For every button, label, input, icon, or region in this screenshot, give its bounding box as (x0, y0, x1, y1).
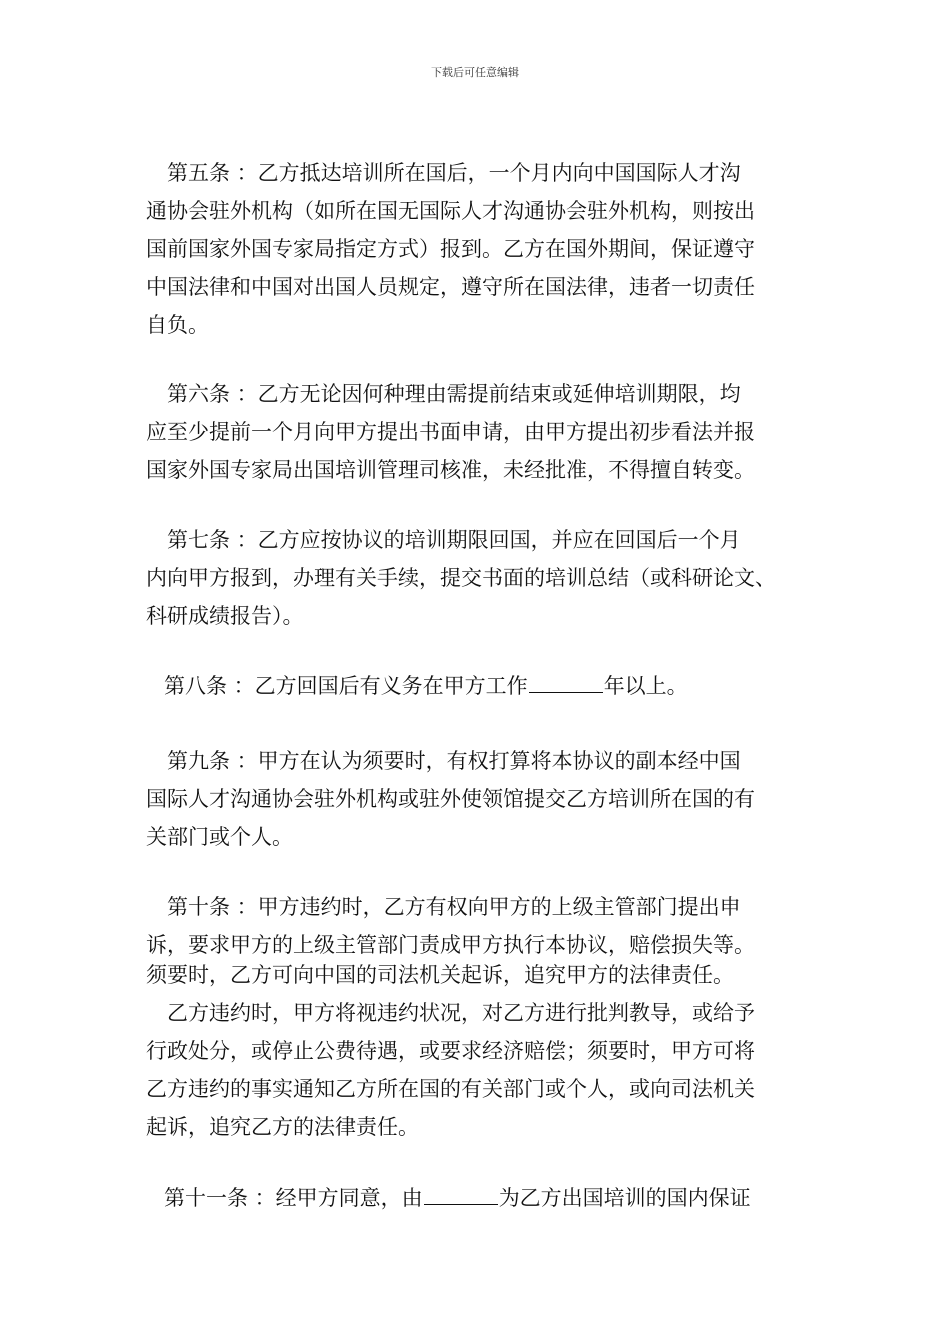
article-7-line-3: 科研成绩报告）。 (146, 604, 304, 628)
article-11-blank-guarantor (424, 1184, 498, 1205)
article-5-line-4: 中国法律和中国对出国人员规定，遵守所在国法律，违者一切责任 (146, 275, 755, 299)
article-11-line-1 (164, 1183, 751, 1213)
article-8-line-1 (164, 671, 688, 701)
page-header-note: 下载后可任意编辑 (431, 66, 519, 79)
article-10-line-3: 须要时，乙方可向中国的司法机关起诉，追究甲方的法律责任。 (146, 963, 734, 987)
article-9-line-2: 国际人才沟通协会驻外机构或驻外使领馆提交乙方培训所在国的有 (146, 787, 755, 811)
article-9-line-3: 关部门或个人。 (146, 825, 293, 849)
article-8-text-post: 年以上。 (603, 674, 688, 698)
article-7-line-2: 内向甲方报到，办理有关手续，提交书面的培训总结（或科研论文、 (146, 566, 776, 590)
article-6-line-2: 应至少提前一个月向甲方提出书面申请，由甲方提出初步看法并报 (146, 420, 755, 444)
article-9-line-1: 第九条 ：甲方在认为须要时，有权打算将本协议的副本经中国 (167, 749, 741, 773)
article-10-line-2: 诉，要求甲方的上级主管部门责成甲方执行本协议，赔偿损失等。 (146, 933, 755, 957)
article-6-line-3: 国家外国专家局出国培训管理司核准，未经批准，不得擅自转变。 (146, 458, 755, 482)
article-7-line-1: 第七条 ：乙方应按协议的培训期限回国，并应在回国后一个月 (167, 528, 741, 552)
article-10-para2-line-1: 乙方违约时，甲方将视违约状况，对乙方进行批判教导，或给予 (167, 1001, 755, 1025)
article-10-line-1: 第十条 ：甲方违约时，乙方有权向甲方的上级主管部门提出申 (167, 895, 741, 919)
article-10-para2-line-2: 行政处分，或停止公费待遇，或要求经济赔偿；须要时，甲方可将 (146, 1039, 755, 1063)
article-5-line-1: 第五条 ：乙方抵达培训所在国后，一个月内向中国国际人才沟 (167, 161, 741, 185)
article-5-line-2: 通协会驻外机构（如所在国无国际人才沟通协会驻外机构，则按出 (146, 199, 755, 223)
article-5-line-3: 国前国家外国专家局指定方式）报到。乙方在国外期间，保证遵守 (146, 237, 755, 261)
article-8-blank-years (529, 672, 603, 693)
article-5-line-5: 自负。 (146, 313, 209, 337)
article-10-para2-line-4: 起诉，追究乙方的法律责任。 (146, 1115, 419, 1139)
article-11-text-post: 为乙方出国培训的国内保证 (498, 1186, 751, 1210)
article-6-line-1: 第六条 ：乙方无论因何种理由需提前结束或延伸培训期限，均 (167, 382, 741, 406)
article-8-text-pre: 第八条 ：乙方回国后有义务在甲方工作 (164, 674, 528, 698)
article-11-text-pre: 第十一条 ：经甲方同意，由 (164, 1186, 423, 1210)
article-10-para2-line-3: 乙方违约的事实通知乙方所在国的有关部门或个人，或向司法机关 (146, 1077, 755, 1101)
